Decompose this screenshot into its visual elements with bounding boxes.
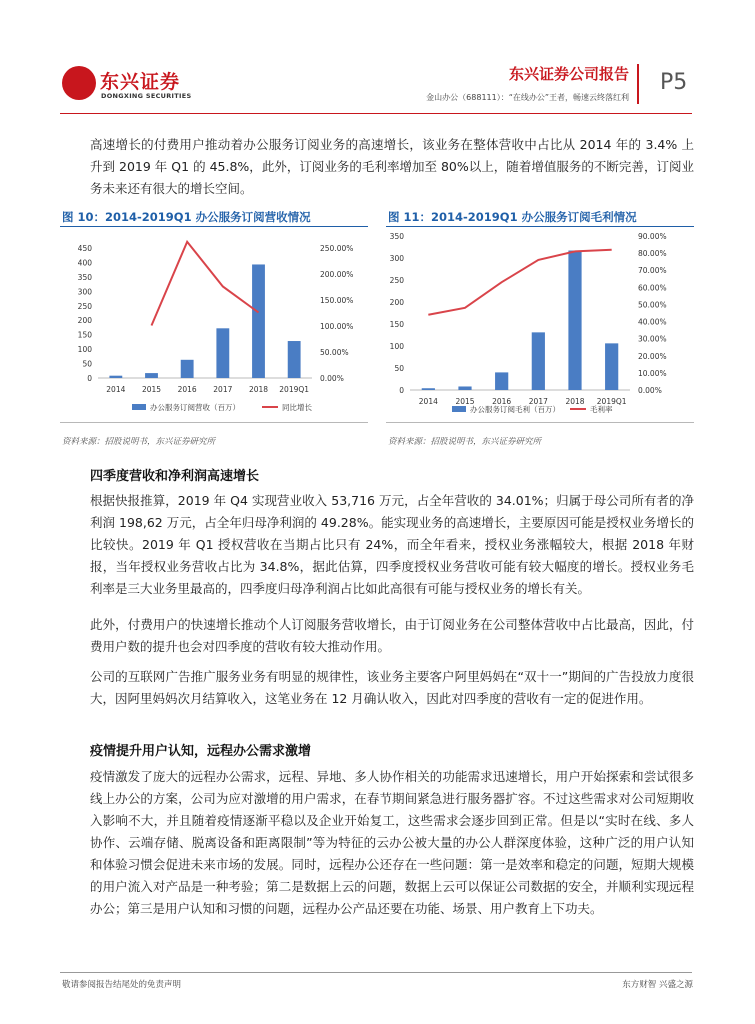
y-axis-tick-label: 350: [77, 272, 92, 282]
y-axis-tick-label: 300: [77, 287, 92, 297]
y-axis-tick-label: 150: [77, 330, 92, 340]
bar-2017: [532, 332, 545, 390]
bar-2017: [216, 328, 229, 378]
y-axis-tick-label: 450: [77, 244, 92, 253]
legend-bar-swatch: [452, 406, 466, 412]
y2-axis-tick-label: 60.00%: [638, 283, 667, 293]
section-heading-q4-growth: 四季度营收和净利润高速增长: [90, 469, 260, 484]
section2-paragraph-1: 疫情激发了庞大的远程办公需求，远程、异地、多人协作相关的功能需求迅速增长，用户开始探索和尝试很多线上办公的方案，公司为应对激增的用户需求，在春节期间紧急进行服务器扩容。不过这些需求对公司短期收入影响不大，并且随着疫情逐渐平稳以及企业开始复工，这些需求会逐步回到正常。但是以“实时在线、多人协作、云端存储、脱离设备和距离限制”等为特征的云办公被大量的办公人群深度体验，这种广泛的用户认知和体验习惯会促进未来市场的发展。同时，远程办公还存在一些问题：第一是效率和稳定的问题，短期大规模的用户流入对产品是一种考验；第二是数据上云的问题，数据上云可以保证公司数据的安全，并顺利实现远程办公；第三是用户认知和习惯的问题，远程办公产品还要在功能、场景、用户教育上下功夫。: [90, 769, 694, 916]
line-series-毛利率: [428, 250, 611, 315]
section1-paragraph-1: 根据快报推算，2019 年 Q4 实现营业收入 53,716 万元，占全年营收的 34.01%；归属于母公司所有者的净利润 198,62 万元，占全年归母净利润的 49.28%。能实现业务的高速增长，主要原因可能是授权业务增长的比较快。2019 年 Q1 授权营收在当期占比只有 24%，而全年看来，授权业务涨幅较大，根据 2018 年财报，当年授权业务营收占比为 34.8%，据此估算，四季度授权业务营收可能有较大幅度的增长。授权业务毛利率是三大业务里最高的，四季度归母净利润占比如此高很有可能与授权业务的增长有关。: [90, 493, 694, 596]
y-axis-tick-label: 350: [389, 232, 404, 241]
header-rule: [60, 113, 692, 114]
x-axis-tick-label: 2014: [106, 385, 126, 394]
logo-english-text: DONGXING SECURITIES: [101, 92, 192, 100]
y-axis-tick-label: 100: [389, 342, 404, 351]
bar-2019Q1: [288, 341, 301, 378]
y2-axis-tick-label: 90.00%: [638, 232, 667, 241]
bar-2014: [422, 388, 435, 390]
legend-label: 毛利率: [590, 405, 613, 414]
report-title: 东兴证券公司报告: [508, 65, 629, 83]
y2-axis-tick-label: 80.00%: [638, 249, 667, 259]
footer-slogan: 东方财智 兴盛之源: [622, 980, 693, 990]
y2-axis-tick-label: 0.00%: [320, 374, 344, 383]
x-axis-tick-label: 2016: [492, 397, 512, 406]
footer-rule: [60, 972, 692, 973]
figure-10-rule: [60, 226, 368, 227]
section-heading-remote-work: 疫情提升用户认知，远程办公需求激增: [90, 744, 312, 759]
y-axis-tick-label: 50: [394, 364, 404, 373]
legend-bar-swatch: [132, 404, 146, 410]
y2-axis-tick-label: 0.00%: [638, 386, 662, 395]
footer-disclaimer: 敬请参阅报告结尾处的免责声明: [62, 980, 182, 990]
bar-2015: [145, 373, 158, 378]
bar-2015: [458, 386, 471, 390]
legend-label: 办公服务订阅营收（百万）: [150, 403, 240, 412]
y2-axis-tick-label: 200.00%: [320, 270, 354, 279]
y-axis-tick-label: 50: [82, 359, 92, 369]
logo-mark-icon: [62, 66, 96, 100]
figure-11-chart: [382, 228, 694, 420]
section1-paragraph-3: 公司的互联网广告推广服务业务有明显的规律性，该业务主要客户阿里妈妈在“双十一”期间的广告投放力度很大，因阿里妈妈次月结算收入，这笔业务在 12 月确认收入，因此对四季度的营收有一定的促进作用。: [90, 669, 694, 706]
x-axis-tick-label: 2015: [455, 397, 475, 406]
bar-2019Q1: [605, 343, 618, 390]
y-axis-tick-label: 150: [389, 320, 404, 329]
figure-11-source: 资料来源：招股说明书，东兴证券研究所: [388, 437, 542, 447]
bar-2018: [568, 251, 581, 390]
y2-axis-tick-label: 10.00%: [638, 368, 667, 378]
y2-axis-tick-label: 70.00%: [638, 266, 667, 276]
line-series-同比增长: [152, 242, 259, 326]
y-axis-tick-label: 250: [77, 301, 92, 311]
y-axis-tick-label: 200: [389, 298, 404, 307]
intro-paragraph: 高速增长的付费用户推动着办公服务订阅业务的高速增长，该业务在整体营收中占比从 2014 年的 3.4% 上升到 2019 年 Q1 的 45.8%，此外，订阅业务的毛利率增加至 80%以上，随着增值服务的不断完善，订阅业务未来还有很大的增长空间。: [90, 137, 694, 196]
x-axis-tick-label: 2015: [141, 385, 162, 394]
y2-axis-tick-label: 100.00%: [320, 322, 354, 331]
figure-11-bottom-rule: [386, 422, 694, 423]
x-axis-tick-label: 2018: [248, 385, 269, 394]
y-axis-tick-label: 300: [389, 254, 404, 263]
y2-axis-tick-label: 250.00%: [320, 244, 354, 253]
figure-11-title: 图 11：2014-2019Q1 办公服务订阅毛利情况: [388, 210, 637, 224]
y-axis-tick-label: 250: [389, 276, 404, 285]
y-axis-tick-label: 100: [77, 345, 92, 355]
x-axis-tick-label: 2016: [177, 385, 197, 394]
y2-axis-tick-label: 50.00%: [320, 348, 349, 357]
x-axis-tick-label: 2019Q1: [596, 397, 627, 406]
y-axis-tick-label: 200: [77, 316, 92, 326]
x-axis-tick-label: 2014: [418, 397, 438, 406]
bar-2016: [181, 360, 194, 378]
figure-10-source: 资料来源：招股说明书，东兴证券研究所: [62, 437, 216, 447]
bar-2016: [495, 372, 508, 390]
y-axis-tick-label: 0: [399, 386, 404, 395]
x-axis-tick-label: 2017: [528, 397, 548, 406]
logo-text: 东兴证券: [100, 71, 181, 93]
y2-axis-tick-label: 40.00%: [638, 317, 667, 327]
bar-2014: [109, 376, 122, 378]
figure-10-chart: [60, 228, 370, 420]
section1-paragraph-2: 此外，付费用户的快速增长推动个人订阅服务营收增长，由于订阅业务在公司整体营收中占比最高，因此，付费用户数的提升也会对四季度的营收有较大推动作用。: [90, 617, 694, 654]
y2-axis-tick-label: 30.00%: [638, 334, 667, 344]
figure-11-rule: [386, 226, 694, 227]
header-divider: [637, 64, 639, 104]
y2-axis-tick-label: 150.00%: [320, 296, 354, 305]
y-axis-tick-label: 400: [77, 258, 92, 268]
x-axis-tick-label: 2019Q1: [279, 385, 310, 394]
y2-axis-tick-label: 50.00%: [638, 300, 667, 310]
report-subtitle: 金山办公（688111）：“在线办公”王者，畅速云终落红利: [426, 93, 629, 102]
y2-axis-tick-label: 20.00%: [638, 351, 667, 361]
bar-2018: [252, 264, 265, 378]
legend-label: 办公服务订阅毛利（百万）: [470, 405, 560, 414]
x-axis-tick-label: 2018: [565, 397, 585, 406]
legend-label: 同比增长: [282, 403, 312, 412]
figure-10-title: 图 10：2014-2019Q1 办公服务订阅营收情况: [62, 210, 311, 224]
y-axis-tick-label: 0: [87, 374, 92, 383]
page-number: P5: [660, 70, 688, 95]
figure-10-bottom-rule: [60, 422, 368, 423]
x-axis-tick-label: 2017: [213, 385, 233, 394]
